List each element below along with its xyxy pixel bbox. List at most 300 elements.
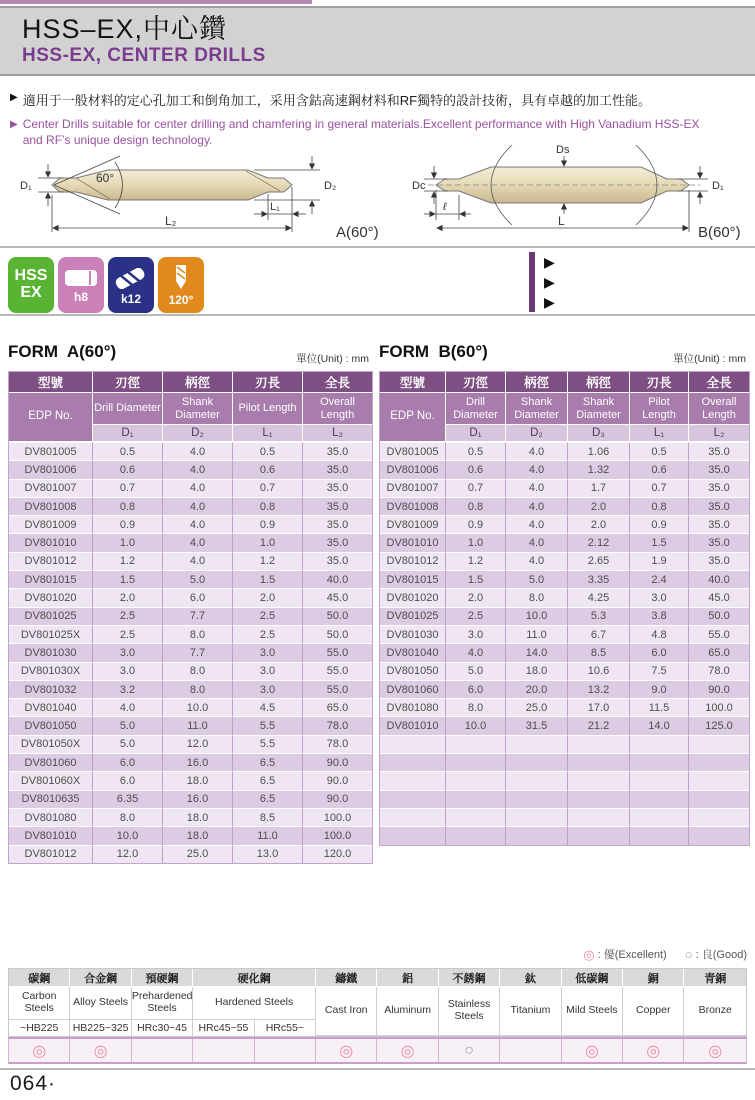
cell: DV801005 xyxy=(9,442,93,460)
cell: DV801032 xyxy=(9,680,93,698)
cell: 45.0 xyxy=(689,588,749,606)
cell: 120.0 xyxy=(303,845,372,863)
cell: 10.0 xyxy=(93,826,163,844)
dim-label-l: L xyxy=(558,214,565,228)
cell: 0.6 xyxy=(233,460,303,478)
cell xyxy=(506,790,568,808)
cell: 1.2 xyxy=(93,552,163,570)
materials-row-en: Carbon Steels Alloy Steels Prehardened Steels Hardened Steels Cast Iron Aluminum Stainless Steels Titanium Mild Steels Copper Bronze xyxy=(9,987,746,1020)
excellent-label: : 優(Excellent) xyxy=(594,949,667,961)
cell: 78.0 xyxy=(303,735,372,753)
excellent-symbol: ◎ xyxy=(708,1042,723,1060)
table-row xyxy=(380,808,749,826)
unit-label: 單位(Unit) : mm xyxy=(673,353,746,365)
table-row xyxy=(380,479,749,497)
cell: 4.0 xyxy=(506,460,568,478)
excellent-symbol: ◎ xyxy=(583,947,595,962)
cell xyxy=(630,808,689,826)
dim-label-l-small: ℓ xyxy=(443,201,447,213)
cell: 5.0 xyxy=(93,735,163,753)
header-row-cn: 型號 刃徑 柄徑 柄徑 刃長 全長 xyxy=(380,372,749,393)
cell: 45.0 xyxy=(303,588,372,606)
cell: 65.0 xyxy=(689,643,749,661)
triangle-icon: ▶ xyxy=(544,294,555,310)
page-title-en: HSS-EX, CENTER DRILLS xyxy=(22,45,266,67)
cell: 1.5 xyxy=(233,570,303,588)
cell xyxy=(689,790,749,808)
cell: 17.0 xyxy=(568,698,630,716)
cell: 0.7 xyxy=(233,479,303,497)
cell: 9.0 xyxy=(630,680,689,698)
table-row xyxy=(380,625,749,643)
cell: DV801025 xyxy=(380,607,446,625)
table-row xyxy=(9,515,372,533)
cell: 3.0 xyxy=(233,680,303,698)
excellent-symbol: ◎ xyxy=(32,1042,47,1060)
cell: 8.0 xyxy=(93,808,163,826)
cell: DV801080 xyxy=(380,698,446,716)
separator-line xyxy=(0,1068,755,1070)
cell: 6.5 xyxy=(233,790,303,808)
cell xyxy=(446,735,506,753)
cell: 1.7 xyxy=(568,479,630,497)
cell: 0.9 xyxy=(93,515,163,533)
cell: 4.0 xyxy=(506,479,568,497)
rating-excellent xyxy=(377,1039,438,1062)
cell: 4.8 xyxy=(630,625,689,643)
cell xyxy=(630,826,689,844)
rating-empty xyxy=(193,1039,254,1062)
cell: 13.2 xyxy=(568,680,630,698)
table-row xyxy=(380,570,749,588)
cell xyxy=(380,771,446,789)
cell: DV801060 xyxy=(9,753,93,771)
cell: 7.5 xyxy=(630,662,689,680)
cell xyxy=(506,808,568,826)
shank-cylinder-icon xyxy=(64,268,98,288)
table-row xyxy=(380,460,749,478)
form-a-caption: A(60°) xyxy=(336,224,379,240)
cell: DV801015 xyxy=(380,570,446,588)
cell: 2.0 xyxy=(568,497,630,515)
page-header xyxy=(0,6,755,76)
cell xyxy=(689,753,749,771)
cell: 6.0 xyxy=(630,643,689,661)
rating-excellent xyxy=(684,1039,746,1062)
triangle-bullet-icon: ▶ xyxy=(10,119,18,130)
cell: 5.0 xyxy=(163,570,233,588)
cell: 0.5 xyxy=(630,442,689,460)
cell: DV801006 xyxy=(9,460,93,478)
cell: DV8010635 xyxy=(9,790,93,808)
badge-120deg: 120° xyxy=(158,257,204,313)
cell: DV801030 xyxy=(9,643,93,661)
cell: 3.2 xyxy=(93,680,163,698)
cell: 100.0 xyxy=(303,808,372,826)
cell: 11.5 xyxy=(630,698,689,716)
cell: 35.0 xyxy=(689,533,749,551)
table-row xyxy=(380,588,749,606)
cell: 2.0 xyxy=(568,515,630,533)
cell: 90.0 xyxy=(303,753,372,771)
cell: 40.0 xyxy=(303,570,372,588)
header-row-en: EDP No. Drill Diameter Shank Diameter Shank Diameter Pilot Length Overall Length xyxy=(380,393,749,425)
rating-empty xyxy=(132,1039,193,1062)
cell: 4.0 xyxy=(163,460,233,478)
dim-label-angle: 60° xyxy=(96,171,115,185)
cell: 2.5 xyxy=(233,625,303,643)
cell: 55.0 xyxy=(303,680,372,698)
table-row xyxy=(9,607,372,625)
cell: 55.0 xyxy=(303,643,372,661)
cell: 2.4 xyxy=(630,570,689,588)
cell: DV801080 xyxy=(9,808,93,826)
cell: 100.0 xyxy=(689,698,749,716)
good-label: : 良(Good) xyxy=(692,949,747,961)
cell: 2.0 xyxy=(233,588,303,606)
table-row xyxy=(9,680,372,698)
rating-excellent xyxy=(562,1039,623,1062)
cell xyxy=(689,735,749,753)
cell: 18.0 xyxy=(163,808,233,826)
cell xyxy=(506,771,568,789)
cell: DV801008 xyxy=(9,497,93,515)
cell: 8.0 xyxy=(163,625,233,643)
cell: 4.0 xyxy=(93,698,163,716)
cell xyxy=(446,790,506,808)
header-row-sym: D₁ D₂ D₃ L₁ L₂ xyxy=(380,425,749,442)
cell: 2.5 xyxy=(93,625,163,643)
form-b-table xyxy=(379,371,750,846)
spec-badges xyxy=(8,257,204,313)
cell: 0.8 xyxy=(93,497,163,515)
cell: 90.0 xyxy=(689,680,749,698)
form-a-drawing xyxy=(18,140,411,240)
cell: DV801050X xyxy=(9,735,93,753)
cell: 4.0 xyxy=(163,515,233,533)
dim-label-l2: L₂ xyxy=(165,214,177,228)
form-b-section xyxy=(379,342,748,846)
accent-arrows xyxy=(544,252,555,312)
cell: 2.5 xyxy=(233,607,303,625)
good-symbol: ○ xyxy=(684,947,693,962)
triangle-icon: ▶ xyxy=(544,254,555,270)
materials-row-hardness: ~HB225 HB225~325 HRc30~45 HRc45~55 HRc55~ xyxy=(9,1020,746,1036)
accent-bar xyxy=(529,252,535,312)
cell: 21.2 xyxy=(568,716,630,734)
excellent-symbol: ◎ xyxy=(646,1042,661,1060)
cell xyxy=(689,771,749,789)
cell: 6.5 xyxy=(233,771,303,789)
table-row xyxy=(9,442,372,460)
cell: 100.0 xyxy=(303,826,372,844)
cell: 4.5 xyxy=(233,698,303,716)
cell: DV801040 xyxy=(9,698,93,716)
cell: 2.65 xyxy=(568,552,630,570)
table-row xyxy=(9,552,372,570)
ratings-table xyxy=(8,1037,747,1064)
form-b-drawing xyxy=(412,140,750,240)
cell: 35.0 xyxy=(689,479,749,497)
table-row xyxy=(9,771,372,789)
cell: 3.0 xyxy=(233,662,303,680)
cell xyxy=(446,771,506,789)
cell: 50.0 xyxy=(303,607,372,625)
cell: 8.5 xyxy=(568,643,630,661)
cell xyxy=(630,790,689,808)
cell: 35.0 xyxy=(689,515,749,533)
separator-line xyxy=(0,314,755,316)
drill-bit-icon xyxy=(113,266,149,290)
cell: 10.6 xyxy=(568,662,630,680)
cell: 2.0 xyxy=(93,588,163,606)
cell: 35.0 xyxy=(303,479,372,497)
cell: 4.0 xyxy=(506,442,568,460)
cell: DV801012 xyxy=(9,552,93,570)
cell: 31.5 xyxy=(506,716,568,734)
page-number: 064· xyxy=(10,1072,57,1095)
cell xyxy=(446,808,506,826)
table-row xyxy=(9,808,372,826)
table-row xyxy=(9,625,372,643)
cell xyxy=(568,808,630,826)
cell: DV801010 xyxy=(9,826,93,844)
cell: 3.0 xyxy=(93,662,163,680)
cell: 6.0 xyxy=(93,771,163,789)
cell: 14.0 xyxy=(630,716,689,734)
rating-excellent xyxy=(70,1039,131,1062)
cell: 65.0 xyxy=(303,698,372,716)
cell: 10.0 xyxy=(163,698,233,716)
cell: 6.5 xyxy=(233,753,303,771)
cell xyxy=(506,735,568,753)
cell: 1.5 xyxy=(630,533,689,551)
cell: 0.8 xyxy=(446,497,506,515)
cell: 35.0 xyxy=(689,497,749,515)
table-row xyxy=(9,845,372,863)
dim-label-ds: Ds xyxy=(556,144,570,156)
cell: 90.0 xyxy=(303,771,372,789)
cell: DV801012 xyxy=(380,552,446,570)
cell: 35.0 xyxy=(689,460,749,478)
cell: 8.0 xyxy=(163,662,233,680)
cell: 25.0 xyxy=(163,845,233,863)
page-title-cn: HSS–EX,中心鑽 xyxy=(22,14,228,44)
dim-label-dc: Dc xyxy=(412,180,426,192)
cell: 7.7 xyxy=(163,643,233,661)
cell: 0.6 xyxy=(93,460,163,478)
cell: DV801030 xyxy=(380,625,446,643)
rating-good xyxy=(439,1039,500,1062)
header-row-cn: 型號 刃徑 柄徑 刃長 全長 xyxy=(9,372,372,393)
cell: DV801006 xyxy=(380,460,446,478)
cell: 35.0 xyxy=(303,497,372,515)
cell: 1.0 xyxy=(446,533,506,551)
triangle-bullet-icon: ▶ xyxy=(10,92,18,103)
cell xyxy=(380,808,446,826)
table-row xyxy=(380,771,749,789)
rating-excellent xyxy=(623,1039,684,1062)
intro-bullet-cn xyxy=(10,90,748,109)
cell: 0.8 xyxy=(233,497,303,515)
cell: DV801050 xyxy=(9,716,93,734)
cell: 78.0 xyxy=(689,662,749,680)
badge-k12: k12 xyxy=(108,257,154,313)
intro-text-cn: 適用于一般材料的定心孔加工和倒角加工，采用含鈷高速鋼材料和RF獨特的設計技術，具有卓越的加工性能。 xyxy=(22,93,652,108)
cell: 35.0 xyxy=(303,442,372,460)
cell xyxy=(630,771,689,789)
cell: 2.0 xyxy=(446,588,506,606)
cell: 4.0 xyxy=(163,442,233,460)
table-row xyxy=(380,533,749,551)
table-row xyxy=(9,479,372,497)
cell xyxy=(630,735,689,753)
badge-hss-ex: HSS EX xyxy=(8,257,54,313)
rating-excellent xyxy=(9,1039,70,1062)
cell xyxy=(568,790,630,808)
badge-h8: h8 xyxy=(58,257,104,313)
cell: 1.2 xyxy=(446,552,506,570)
table-row xyxy=(9,533,372,551)
cell: 0.5 xyxy=(446,442,506,460)
cell: 35.0 xyxy=(303,515,372,533)
cell: 55.0 xyxy=(303,662,372,680)
intro-text-en: Center Drills suitable for center drilling and chamfering in general materials.Excellent performance with High Vanadium HSS-EX and RF’s unique design technology. xyxy=(22,117,700,148)
form-b-caption: B(60°) xyxy=(698,224,741,240)
cell: 0.9 xyxy=(630,515,689,533)
form-a-title: FORM A(60°) xyxy=(8,342,117,361)
cell: 12.0 xyxy=(163,735,233,753)
cell: 50.0 xyxy=(303,625,372,643)
cell: 0.9 xyxy=(446,515,506,533)
dim-label-d2: D₂ xyxy=(324,180,337,192)
cell xyxy=(506,826,568,844)
cell: 1.5 xyxy=(446,570,506,588)
cell: 8.0 xyxy=(506,588,568,606)
table-row xyxy=(380,515,749,533)
cell: 6.35 xyxy=(93,790,163,808)
cell: 35.0 xyxy=(689,552,749,570)
cell xyxy=(630,753,689,771)
table-row xyxy=(9,735,372,753)
cell: 11.0 xyxy=(163,716,233,734)
form-a-section xyxy=(8,342,371,864)
cell: 35.0 xyxy=(303,460,372,478)
dim-label-l1: L₁ xyxy=(270,201,280,213)
cell: 3.0 xyxy=(93,643,163,661)
table-row xyxy=(9,790,372,808)
rating-empty xyxy=(500,1039,561,1062)
materials-table xyxy=(8,968,747,1037)
cell: 2.12 xyxy=(568,533,630,551)
cell: 0.6 xyxy=(446,460,506,478)
cell: 5.0 xyxy=(506,570,568,588)
cell: 35.0 xyxy=(303,552,372,570)
table-row xyxy=(380,753,749,771)
cell xyxy=(506,753,568,771)
cell: 0.5 xyxy=(93,442,163,460)
table-row xyxy=(380,716,749,734)
table-row xyxy=(380,662,749,680)
cell: DV801008 xyxy=(380,497,446,515)
table-row xyxy=(9,497,372,515)
cell: 5.0 xyxy=(446,662,506,680)
cell: DV801010 xyxy=(380,533,446,551)
cell: 5.5 xyxy=(233,716,303,734)
cell: 10.0 xyxy=(506,607,568,625)
cell: 8.0 xyxy=(163,680,233,698)
cell: 3.0 xyxy=(630,588,689,606)
cell: DV801009 xyxy=(9,515,93,533)
cell: 35.0 xyxy=(303,533,372,551)
cell xyxy=(568,826,630,844)
cell: 3.8 xyxy=(630,607,689,625)
table-row xyxy=(9,588,372,606)
cell xyxy=(380,826,446,844)
cell: 6.0 xyxy=(93,753,163,771)
table-row xyxy=(380,790,749,808)
cell xyxy=(380,735,446,753)
cell: 55.0 xyxy=(689,625,749,643)
cell: 18.0 xyxy=(163,771,233,789)
cell: DV801012 xyxy=(9,845,93,863)
cell: 4.0 xyxy=(446,643,506,661)
cell: 0.7 xyxy=(93,479,163,497)
ratings-row xyxy=(9,1039,746,1062)
cell: 11.0 xyxy=(233,826,303,844)
table-row xyxy=(380,497,749,515)
table-row xyxy=(9,662,372,680)
cell: DV801060 xyxy=(380,680,446,698)
form-a-table xyxy=(8,371,373,864)
cell: 1.0 xyxy=(233,533,303,551)
cell: DV801007 xyxy=(9,479,93,497)
cell: 25.0 xyxy=(506,698,568,716)
cell: 18.0 xyxy=(506,662,568,680)
excellent-symbol: ◎ xyxy=(339,1042,354,1060)
cell xyxy=(380,753,446,771)
cell: 4.0 xyxy=(506,552,568,570)
cell: 3.0 xyxy=(446,625,506,643)
table-row xyxy=(9,460,372,478)
cell: DV801020 xyxy=(380,588,446,606)
cell: DV801050 xyxy=(380,662,446,680)
cell: DV801007 xyxy=(380,479,446,497)
drill-point-icon xyxy=(171,265,191,291)
table-row xyxy=(380,735,749,753)
cell: 0.9 xyxy=(233,515,303,533)
cell: DV801010 xyxy=(380,716,446,734)
cell: 7.7 xyxy=(163,607,233,625)
table-row xyxy=(9,716,372,734)
cell: 0.8 xyxy=(630,497,689,515)
cell: 6.0 xyxy=(163,588,233,606)
cell: 125.0 xyxy=(689,716,749,734)
cell: DV801025 xyxy=(9,607,93,625)
cell xyxy=(568,735,630,753)
cell: DV801025X xyxy=(9,625,93,643)
cell: 78.0 xyxy=(303,716,372,734)
cell: 0.7 xyxy=(446,479,506,497)
cell xyxy=(689,808,749,826)
table-row xyxy=(9,826,372,844)
table-row xyxy=(380,643,749,661)
cell: 6.7 xyxy=(568,625,630,643)
cell: 3.0 xyxy=(233,643,303,661)
rating-excellent xyxy=(316,1039,377,1062)
materials-row-cn: 碳鋼 合金鋼 預硬鋼 硬化鋼 鑄鐵 鋁 不銹鋼 鈦 低碳鋼 銅 青銅 xyxy=(9,969,746,987)
triangle-icon: ▶ xyxy=(544,274,555,290)
